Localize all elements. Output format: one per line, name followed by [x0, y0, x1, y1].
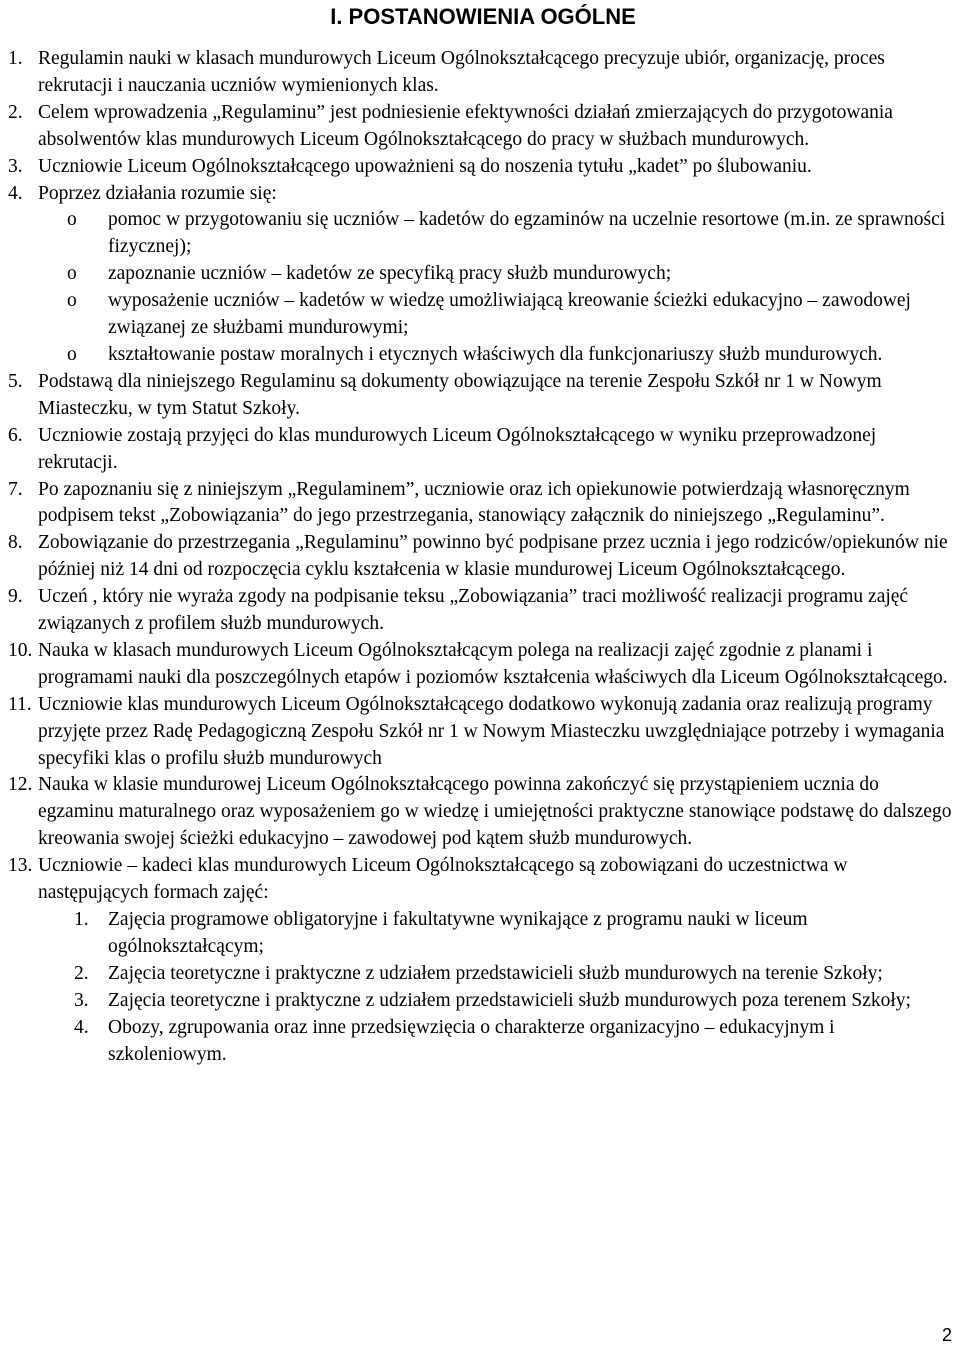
list-item [8, 772, 958, 853]
list-item [8, 423, 958, 477]
list-item [8, 638, 958, 692]
sub-item-text: kształtowanie postaw moralnych i etycznych właściwych dla funkcjonariuszy służb mundurowych. [108, 343, 883, 365]
list-item [8, 692, 958, 773]
document-page [8, 0, 958, 1068]
item-text: Uczeń , który nie wyraża zgody na podpisanie teksu „Zobowiązania” traci możliwość realizacji programu zajęć związanych z profilem służb mundurowych. [38, 586, 909, 635]
item-number: 6. [8, 424, 23, 446]
list-item [8, 46, 958, 100]
list-item [8, 853, 958, 1068]
sub-item-text: Obozy, zgrupowania oraz inne przedsięwzięcia o charakterze organizacyjno – edukacyjnym i szkoleniowym. [108, 1016, 835, 1065]
numbered-sub-item [38, 961, 958, 988]
item-number: 8. [8, 532, 23, 554]
numbered-sub-item [38, 907, 958, 961]
sub-item-text: wyposażenie uczniów – kadetów w wiedzę umożliwiającą kreowanie ścieżki edukacyjno – zawodowej związanej ze służbami mundurowymi; [108, 290, 911, 339]
regulations-list [8, 46, 958, 1068]
sub-list-item [38, 342, 958, 369]
item-number: 10. [8, 639, 33, 661]
item-text: Zobowiązanie do przestrzegania „Regulaminu” powinno być podpisane przez ucznia i jego rodziców/opiekunów nie później niż 14 dni od rozpoczęcia cyklu kształcenia w klasie mundurowej Liceum Ogólnokształcącego. [38, 532, 948, 581]
list-item [8, 181, 958, 369]
item-text: Uczniowie Liceum Ogólnokształcącego upoważnieni są do noszenia tytułu „kadet” po ślubowaniu. [38, 155, 812, 177]
list-item [8, 477, 958, 531]
list-item [8, 584, 958, 638]
item-text: Podstawą dla niniejszego Regulaminu są dokumenty obowiązujące na terenie Zespołu Szkół nr 1 w Nowym Miasteczku, w tym Statut Szkoły. [38, 370, 882, 419]
item-number: 4. [8, 182, 23, 204]
item-number: 7. [8, 478, 23, 500]
item-number: 13. [8, 855, 33, 877]
list-item [8, 369, 958, 423]
item-text: Celem wprowadzenia „Regulaminu” jest podniesienie efektywności działań zmierzających do przygotowania absolwentów klas mundurowych Liceum Ogólnokształcącego do pracy w służbach mundurowych. [38, 101, 893, 150]
list-item [8, 530, 958, 584]
sub-item-number: 1. [74, 909, 89, 930]
item-number: 5. [8, 370, 23, 392]
sub-item-text: Zajęcia programowe obligatoryjne i fakultatywne wynikające z programu nauki w liceum ogólnokształcącym; [108, 909, 808, 957]
page-number: 2 [941, 1325, 952, 1345]
bullet-o: o [67, 263, 77, 285]
bullet-o: o [67, 290, 77, 312]
item-number: 9. [8, 586, 23, 608]
item-text: Uczniowie zostają przyjęci do klas mundurowych Liceum Ogólnokształcącego w wyniku przeprowadzonej rekrutacji. [38, 424, 877, 473]
sub-list-item [38, 261, 958, 288]
item-text: Uczniowie – kadeci klas mundurowych Liceum Ogólnokształcącego są zobowiązani do uczestnictwa w następujących formach zajęć: [38, 855, 848, 904]
numbered-sub-item [38, 988, 958, 1015]
sub-item-number: 3. [74, 989, 89, 1011]
sub-list [38, 207, 958, 368]
item-number: 11. [8, 693, 32, 715]
list-item [8, 154, 958, 181]
sub-list-item [38, 207, 958, 261]
item-number: 12. [8, 774, 33, 796]
numbered-sub-item [38, 1015, 958, 1069]
sub-item-number: 2. [74, 962, 89, 984]
item-text: Nauka w klasach mundurowych Liceum Ogólnokształcącym polega na realizacji zajęć zgodnie z planami i programami nauki dla poszczególnych etapów i poziomów kształcenia właściwych dla Liceum Ogólnokształcącego. [38, 639, 948, 688]
sub-item-text: pomoc w przygotowaniu się uczniów – kadetów do egzaminów na uczelnie resortowe (m.in. ze sprawności fizycznej); [108, 209, 946, 258]
item-text: Poprzez działania rozumie się: [38, 182, 277, 204]
item-number: 2. [8, 101, 23, 123]
bullet-o: o [67, 209, 77, 231]
item-text: Po zapoznaniu się z niniejszym „Regulaminem”, uczniowie oraz ich opiekunowie potwierdzają własnoręcznym podpisem tekst „Zobowiązania” do jego przestrzegania, stanowiący załącznik do niniejszego „Regulaminu”. [38, 478, 910, 527]
list-item [8, 100, 958, 154]
sub-item-text: Zajęcia teoretyczne i praktyczne z udziałem przedstawicieli służb mundurowych poza terenem Szkoły; [108, 989, 911, 1011]
bullet-o: o [67, 343, 77, 365]
item-text: Nauka w klasie mundurowej Liceum Ogólnokształcącego powinna zakończyć się przystąpieniem ucznia do egzaminu maturalnego oraz wyposażeniem go w wiedzę i umiejętności praktyczne stanowiące podstawę do dalszego kreowania swojej ścieżki edukacyjno – zawodowej pod kątem służb mundurowych. [38, 774, 952, 850]
sub-list-item [38, 288, 958, 342]
sub-item-number: 4. [74, 1016, 89, 1038]
item-text: Uczniowie klas mundurowych Liceum Ogólnokształcącego dodatkowo wykonują zadania oraz realizują programy przyjęte przez Radę Pedagogiczną Zespołu Szkół nr 1 w Nowym Miasteczku uwzględniające potrzeby i wymagania specyfiki klas o profilu służb mundurowych [38, 693, 945, 769]
sub-item-text: Zajęcia teoretyczne i praktyczne z udziałem przedstawicieli służb mundurowych na terenie Szkoły; [108, 962, 883, 984]
numbered-sub-list [38, 907, 958, 1068]
item-number: 3. [8, 155, 23, 177]
section-title: I. POSTANOWIENIA OGÓLNE [330, 4, 636, 29]
item-number: 1. [8, 48, 23, 69]
sub-item-text: zapoznanie uczniów – kadetów ze specyfiką pracy służb mundurowych; [108, 263, 672, 285]
item-text: Regulamin nauki w klasach mundurowych Liceum Ogólnokształcącego precyzuje ubiór, organizację, proces rekrutacji i nauczania uczniów wymienionych klas. [38, 48, 885, 96]
